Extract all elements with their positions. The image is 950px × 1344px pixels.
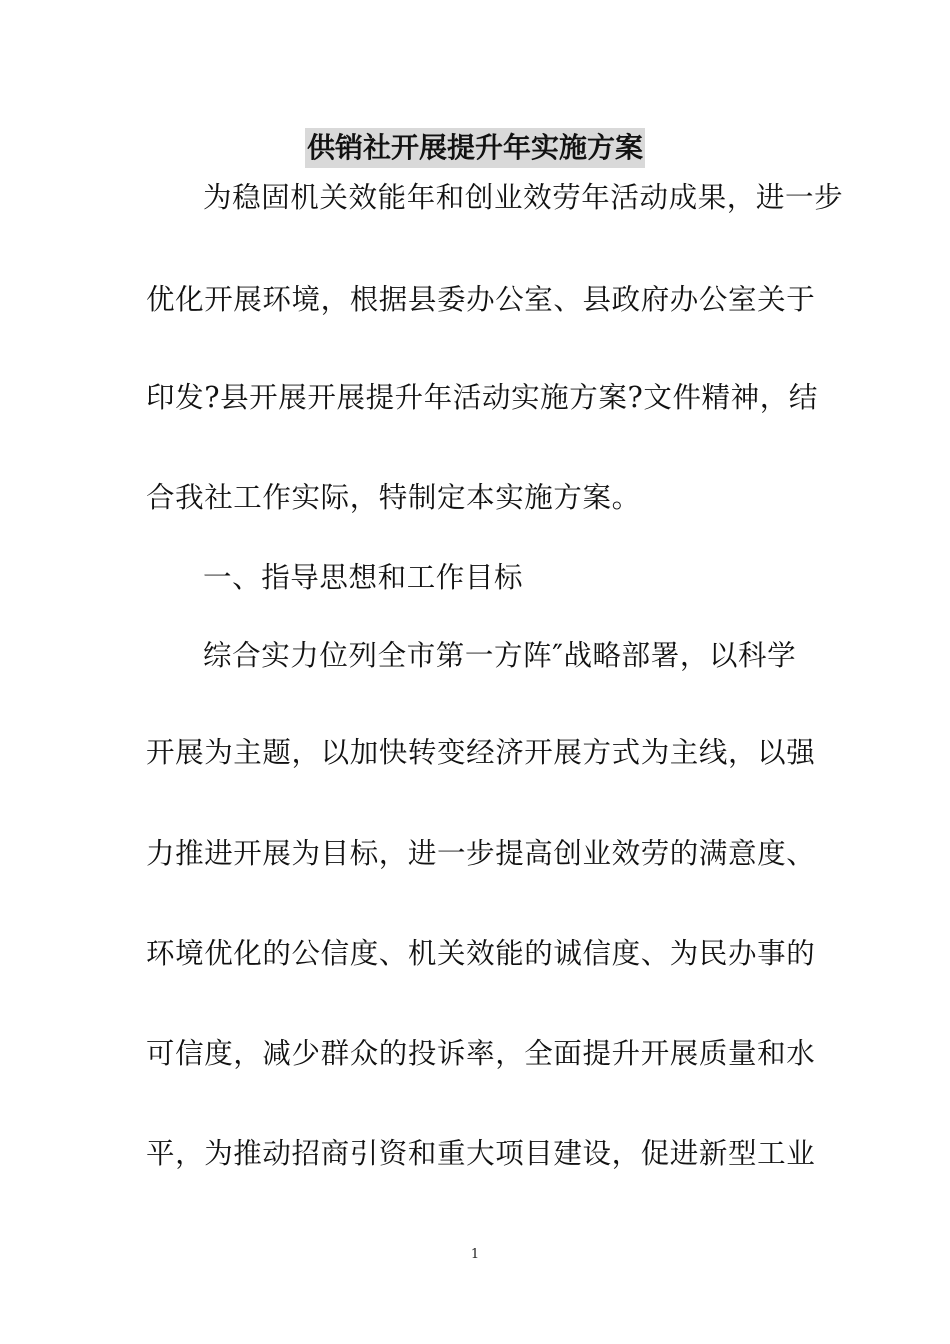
paragraph-line: 为稳固机关效能年和创业效劳年活动成果，进一步 xyxy=(203,181,844,214)
section-heading: 一、指导思想和工作目标 xyxy=(203,561,524,594)
paragraph-line: 开展为主题，以加快转变经济开展方式为主线，以强 xyxy=(146,736,816,769)
paragraph-line: 合我社工作实际，特制定本实施方案。 xyxy=(146,481,641,514)
paragraph-line: 印发?县开展开展提升年活动实施方案?文件精神，结 xyxy=(146,381,818,414)
document-title: 供销社开展提升年实施方案 xyxy=(305,128,645,168)
paragraph-line: 环境优化的公信度、机关效能的诚信度、为民办事的 xyxy=(146,937,816,970)
page-number: 1 xyxy=(470,1247,480,1262)
paragraph-line: 优化开展环境，根据县委办公室、县政府办公室关于 xyxy=(146,283,816,316)
title-container xyxy=(0,128,950,168)
paragraph-line: 综合实力位列全市第一方阵″战略部署，以科学 xyxy=(203,639,797,672)
paragraph-line: 平，为推动招商引资和重大项目建设，促进新型工业 xyxy=(146,1137,816,1170)
paragraph-line: 可信度，减少群众的投诉率，全面提升开展质量和水 xyxy=(146,1037,816,1070)
paragraph-line: 力推进开展为目标，进一步提高创业效劳的满意度、 xyxy=(146,837,816,870)
